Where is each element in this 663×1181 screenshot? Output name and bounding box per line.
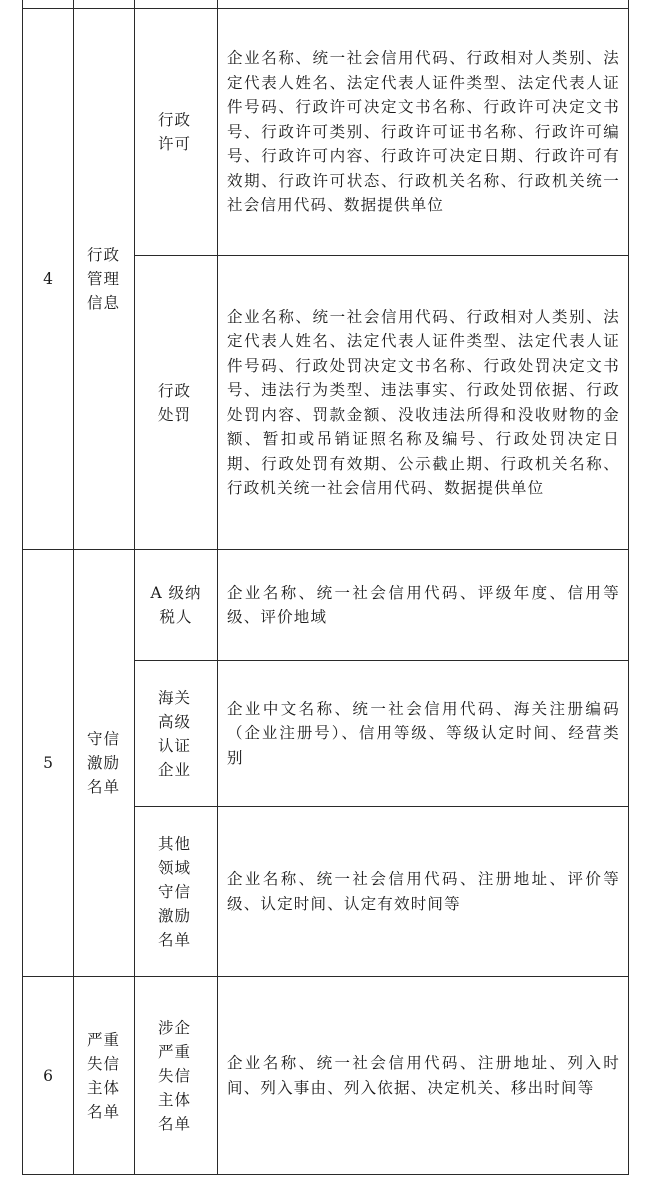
top-spacer-cell [23, 0, 74, 9]
fields-cell [218, 807, 629, 977]
top-spacer-cell [74, 0, 135, 9]
subcategory-cell [135, 661, 218, 807]
subcategory-cell [135, 9, 218, 256]
top-spacer-cell [218, 0, 629, 9]
subcategory-label: 海关高级认证企业 [158, 688, 192, 779]
fields-cell [218, 256, 629, 550]
subcategory-label: 其他领域守信激励名单 [158, 834, 192, 949]
table-row-top-spacer [23, 0, 629, 9]
table-row [23, 977, 629, 1175]
table-row [23, 550, 629, 661]
category-cell [74, 9, 135, 550]
fields-cell [218, 977, 629, 1175]
fields-text: 企业名称、统一社会信用代码、注册地址、评价等级、认定时间、认定有效时间等 [227, 870, 620, 913]
row-number-cell [23, 977, 74, 1175]
subcategory-cell [135, 807, 218, 977]
row-number: 5 [43, 754, 53, 772]
row-number: 6 [43, 1066, 53, 1085]
fields-cell [218, 9, 629, 256]
subcategory-label: A 级纳税人 [150, 584, 202, 626]
subcategory-label: 涉企严重失信主体名单 [158, 1018, 192, 1133]
row-number-cell [23, 9, 74, 550]
fields-text: 企业名称、统一社会信用代码、评级年度、信用等级、评价地域 [227, 583, 620, 626]
subcategory-cell [135, 256, 218, 550]
row-number: 4 [43, 270, 53, 288]
fields-text: 企业中文名称、统一社会信用代码、海关注册编码（企业注册号）、信用等级、等级认定时间、经营类别 [227, 699, 620, 767]
subcategory-cell [135, 977, 218, 1175]
category-label: 严重失信主体名单 [87, 1030, 121, 1121]
fields-cell [218, 661, 629, 807]
fields-text: 企业名称、统一社会信用代码、行政相对人类别、法定代表人姓名、法定代表人证件类型、法定代表人证件号码、行政许可决定文书名称、行政许可决定文书号、行政许可类别、行政许可证书名称、行政许可编号、行政许可内容、行政许可决定日期、行政许可有效期、行政许可状态、行政机关名称、行政机关统一社会信用代码、数据提供单位 [227, 49, 620, 215]
fields-cell [218, 550, 629, 661]
table-row [23, 9, 629, 256]
top-spacer-cell [135, 0, 218, 9]
fields-text: 企业名称、统一社会信用代码、注册地址、列入时间、列入事由、列入依据、决定机关、移出时间等 [227, 1054, 620, 1097]
row-number-cell [23, 550, 74, 977]
subcategory-label: 行政处罚 [158, 381, 192, 424]
fields-text: 企业名称、统一社会信用代码、行政相对人类别、法定代表人姓名、法定代表人证件类型、法定代表人证件号码、行政处罚决定文书名称、行政处罚决定文书号、违法行为类型、违法事实、行政处罚依据、行政处罚内容、罚款金额、没收违法所得和没收财物的金额、暂扣或吊销证照名称及编号、行政处罚决定日期、行政处罚有效期、公示截止期、行政机关名称、行政机关统一社会信用代码、数据提供单位 [227, 307, 620, 497]
information-catalog-table [22, 0, 629, 1175]
category-cell [74, 977, 135, 1175]
subcategory-cell [135, 550, 218, 661]
category-cell [74, 550, 135, 977]
subcategory-label: 行政许可 [158, 111, 192, 153]
category-label: 守信激励名单 [87, 730, 121, 796]
category-label: 行政管理信息 [87, 246, 121, 312]
